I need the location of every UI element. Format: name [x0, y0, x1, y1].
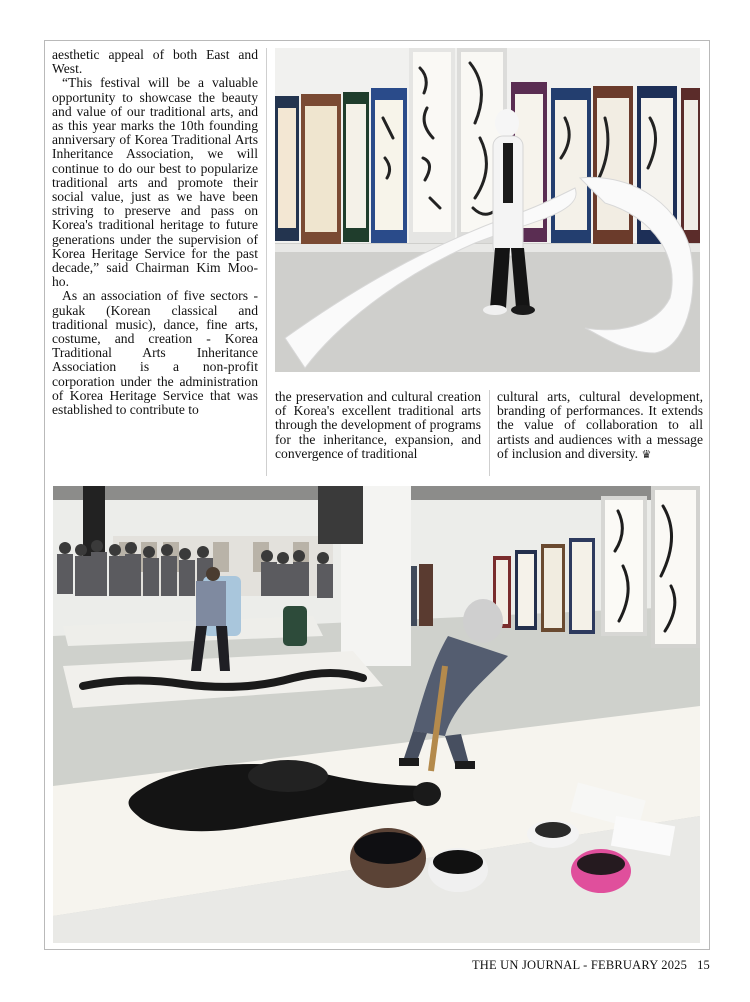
article-column-2 — [275, 390, 481, 461]
dancer-illustration — [275, 48, 700, 372]
paragraph — [497, 390, 703, 462]
end-mark-icon: ♛ — [641, 448, 652, 461]
column-divider — [266, 48, 267, 476]
calligraphy-performance-photo — [53, 486, 700, 943]
publication-name: THE UN JOURNAL - FEBRUARY 2025 — [471, 958, 688, 972]
paragraph: As an association of five sectors - gukak (Korean classical and traditional music), dance, fine arts, costume, and creation - Korea Traditional Arts Inheritance Association is a non-profit corporation under the administration of Korea Heritage Service that was established to contribute to — [52, 288, 258, 418]
calligraphy-illustration — [53, 486, 700, 943]
paragraph: “This festival will be a valuable opportunity to showcase the beauty and value of our traditional arts, and as this year marks the 10th founding anniversary of Korea Traditional Arts Inheritance Association, we will continue to do our best to popularize traditional arts and promote their social value, just as we have been striving to preserve and pass on Korea's traditional heritage to future generations under the supervision of Korea Heritage Service for the past decade,” said Chairman Kim Moo-ho. — [52, 75, 258, 290]
paragraph: the preservation and cultural creation of Korea's excellent traditional arts through the development of programs for the inheritance, expansion, and convergence of traditional — [275, 389, 481, 461]
article-column-1 — [52, 48, 258, 478]
dancer-photo — [275, 48, 700, 372]
page-number: 15 — [697, 958, 710, 972]
page-footer — [440, 958, 710, 973]
paragraph-text: cultural arts, cultural development, branding of performances. It extends the value of collaboration to all artists and audiences with a message of inclusion and diversity. — [497, 389, 703, 461]
article-column-3 — [497, 390, 703, 462]
paragraph: aesthetic appeal of both East and West. — [52, 47, 258, 77]
column-divider — [489, 390, 490, 476]
